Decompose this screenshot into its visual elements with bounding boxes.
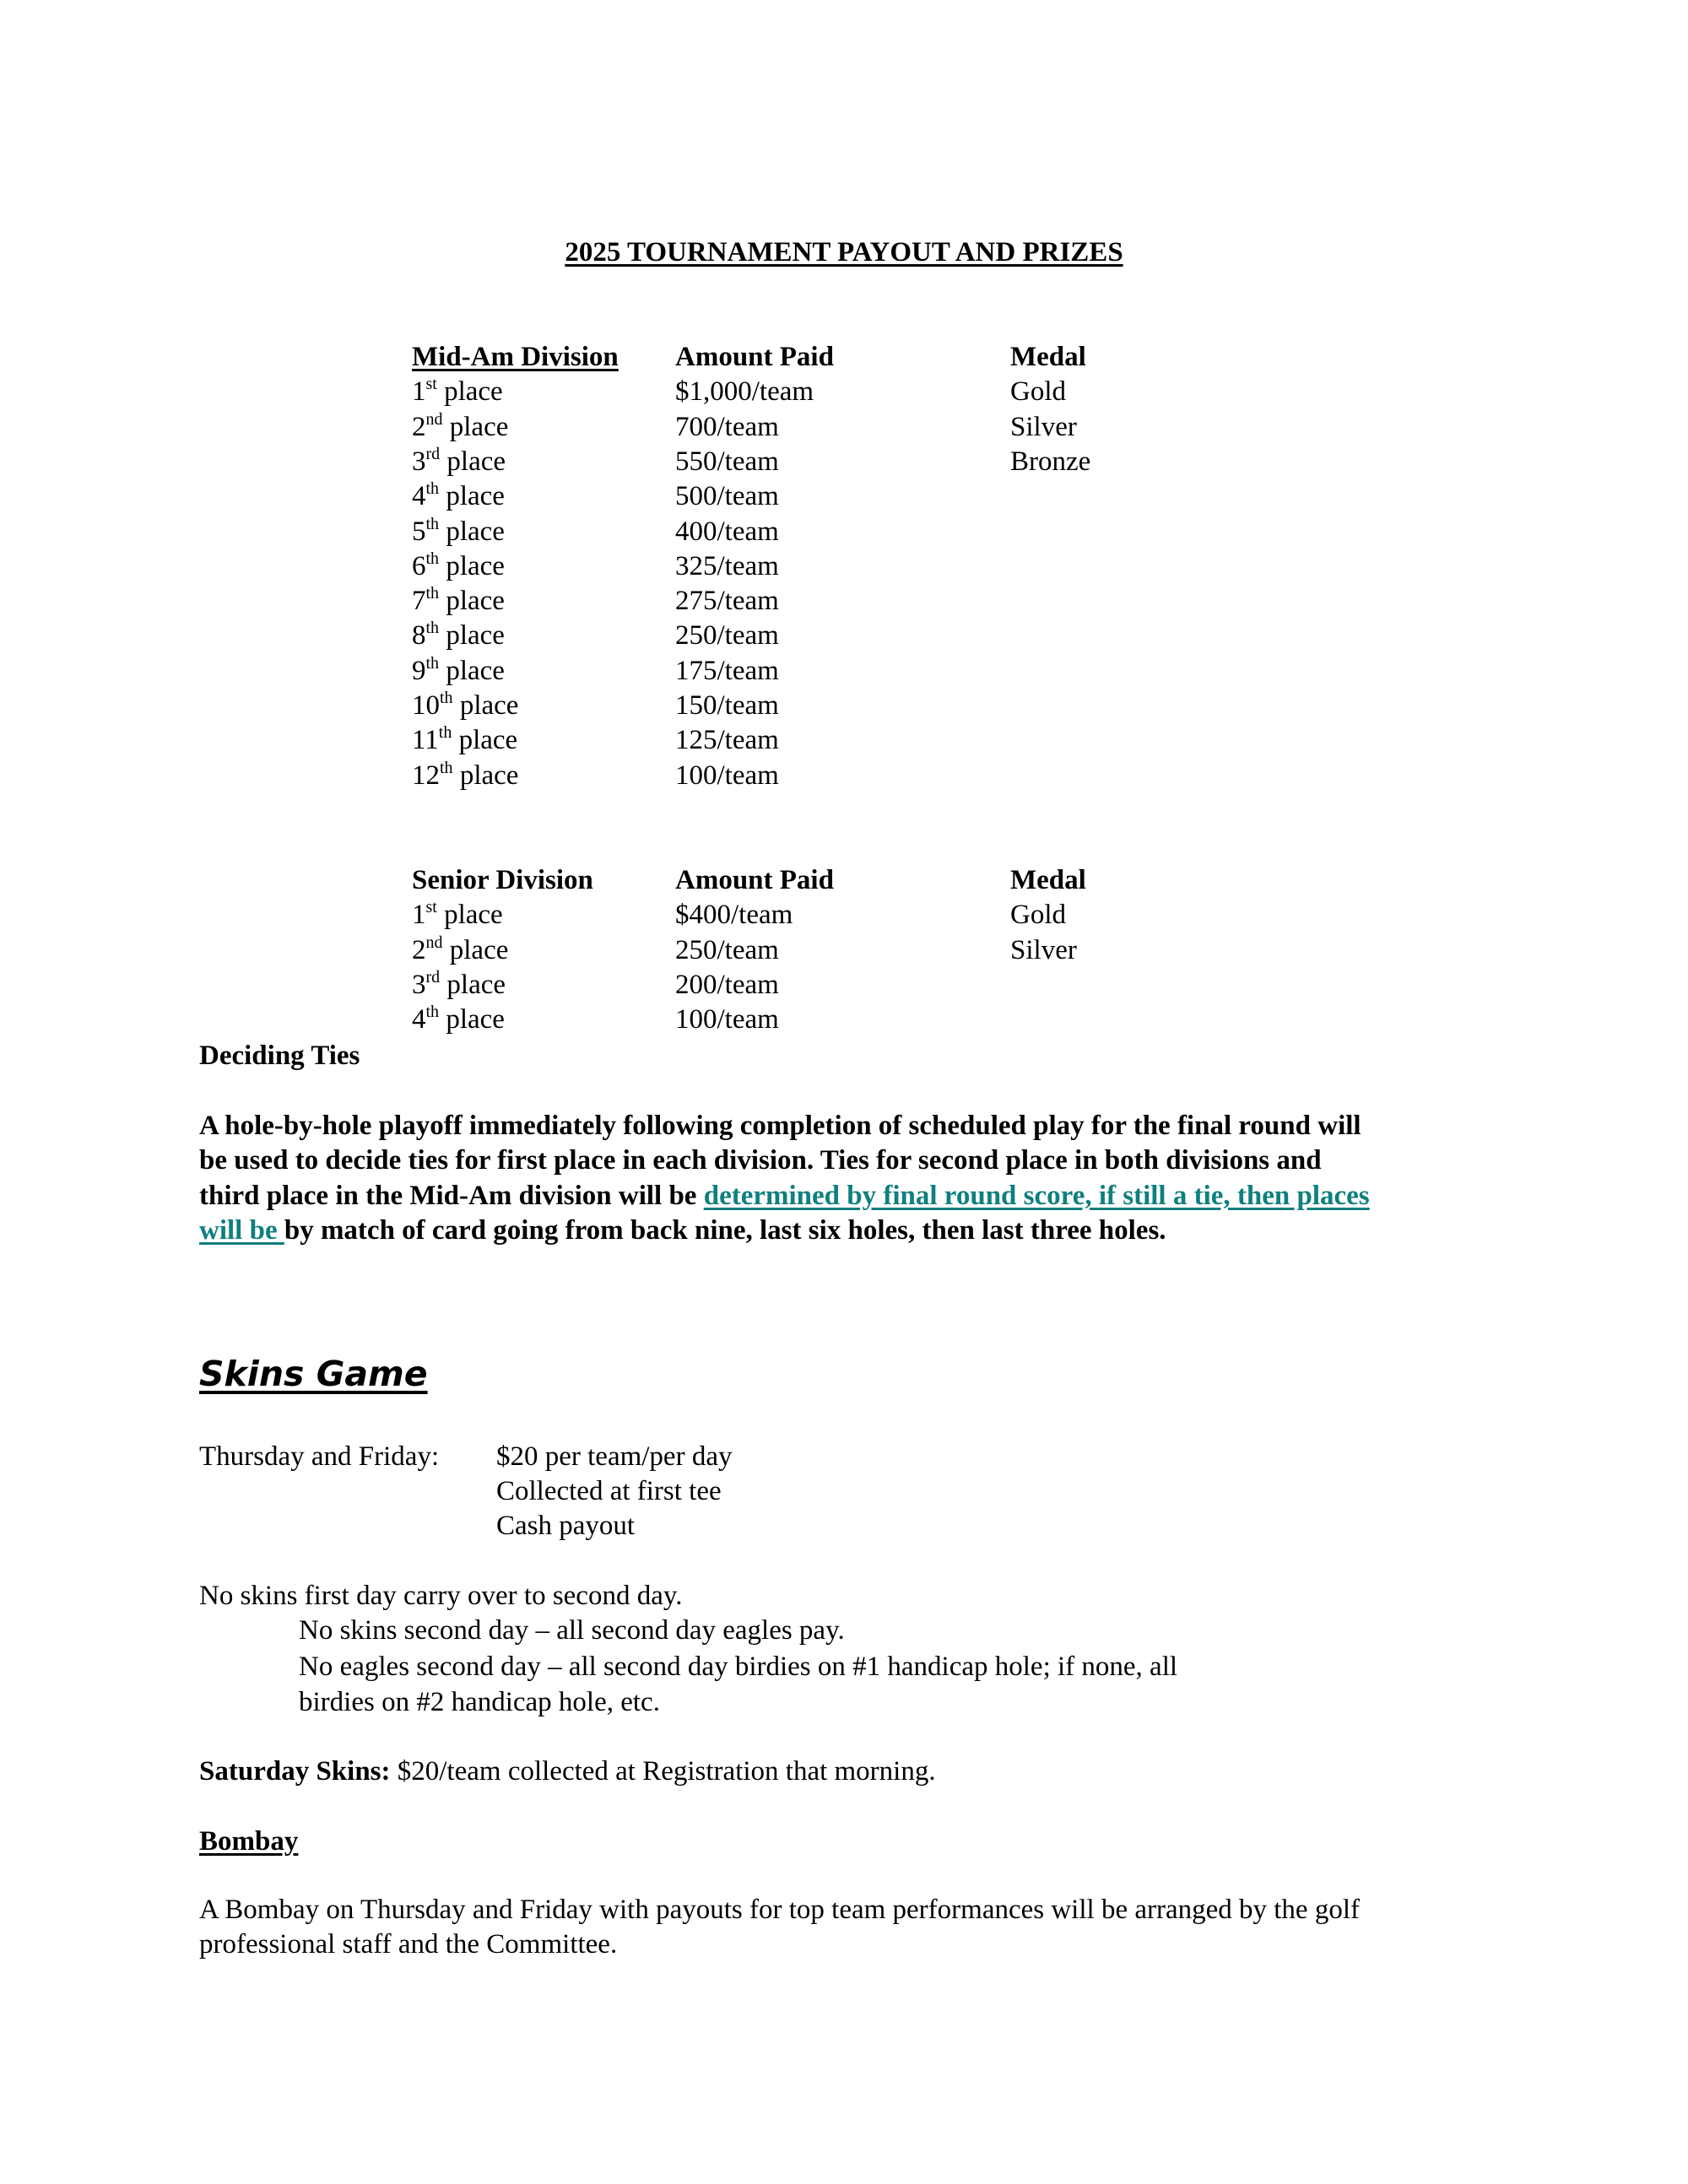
column-header: Medal [1010, 865, 1086, 895]
place-suffix: th [425, 584, 440, 603]
column-header: Amount Paid [675, 865, 834, 895]
skins-rule: No eagles second day – all second day birdies on #1 handicap hole; if none, all [299, 1652, 1178, 1682]
place-cell [412, 375, 503, 409]
column-header: Senior Division [412, 865, 593, 895]
deciding-ties-heading: Deciding Ties [199, 1041, 360, 1071]
place-suffix: nd [425, 933, 443, 952]
place-number: 1 [412, 900, 426, 931]
place-suffix: st [425, 898, 437, 917]
place-number: 3 [412, 969, 426, 1000]
amount-cell: $1,000/team [675, 376, 814, 408]
skins-days-line: Cash payout [496, 1511, 636, 1541]
saturday-skins-text: $20/team collected at Registration that morning. [390, 1756, 936, 1787]
place-number: 3 [412, 446, 426, 477]
amount-cell: 250/team [675, 620, 779, 651]
amount-cell: 175/team [675, 655, 779, 686]
medal-cell: Gold [1010, 900, 1066, 931]
place-cell [412, 445, 506, 479]
place-number: 5 [412, 516, 426, 547]
place-suffix: th [425, 514, 440, 533]
skins-days-line: Collected at first tee [496, 1476, 722, 1506]
place-cell [412, 619, 505, 653]
place-number: 4 [412, 1004, 426, 1035]
bombay-text: A Bombay on Thursday and Friday with payouts for top team performances will be arranged by the golf [199, 1895, 1360, 1925]
medal-cell: Gold [1010, 376, 1066, 408]
amount-cell: 150/team [675, 690, 779, 721]
place-word: place [439, 1004, 505, 1035]
place-cell [412, 654, 505, 689]
ties-paragraph-line [199, 1179, 1370, 1214]
medal-cell: Silver [1010, 934, 1077, 965]
place-suffix: th [425, 479, 440, 499]
place-cell [412, 723, 517, 758]
ties-paragraph-line [199, 1214, 1166, 1248]
skins-rule: birdies on #2 handicap hole, etc. [299, 1687, 660, 1717]
place-cell [412, 898, 503, 933]
amount-cell: $400/team [675, 900, 793, 931]
place-word: place [439, 586, 505, 617]
place-suffix: rd [425, 967, 441, 987]
amount-cell: 325/team [675, 550, 779, 581]
ties-text: by match of card going from back nine, last six holes, then last three holes. [284, 1215, 1166, 1246]
place-number: 12 [412, 760, 440, 791]
skins-rule: No skins first day carry over to second day. [199, 1581, 683, 1611]
place-suffix: th [425, 619, 440, 638]
ties-tracked-change-link[interactable]: will be [199, 1215, 284, 1246]
medal-cell: Bronze [1010, 446, 1091, 477]
place-word: place [440, 446, 506, 477]
place-word: place [436, 376, 503, 408]
place-cell [412, 1003, 505, 1037]
place-word: place [442, 934, 509, 965]
skins-game-heading: Skins Game [199, 1354, 428, 1394]
place-cell [412, 759, 518, 793]
place-word: place [439, 655, 505, 686]
place-number: 7 [412, 586, 426, 617]
place-word: place [452, 760, 519, 791]
place-suffix: st [425, 375, 437, 394]
amount-cell: 550/team [675, 446, 779, 477]
saturday-skins-label: Saturday Skins: [199, 1756, 391, 1787]
place-suffix: th [425, 653, 440, 673]
skins-days-line: $20 per team/per day [496, 1441, 733, 1472]
amount-cell: 700/team [675, 411, 779, 442]
place-number: 1 [412, 376, 426, 408]
place-word: place [452, 725, 518, 756]
place-cell [412, 515, 505, 549]
place-number: 4 [412, 481, 426, 512]
place-word: place [439, 481, 505, 512]
place-word: place [452, 690, 519, 721]
page-title: 2025 TOURNAMENT PAYOUT AND PRIZES [565, 237, 1123, 268]
place-number: 8 [412, 620, 426, 651]
place-number: 6 [412, 550, 426, 581]
amount-cell: 275/team [675, 586, 779, 617]
medal-cell: Silver [1010, 411, 1077, 442]
ties-paragraph-line: A hole-by-hole playoff immediately following completion of scheduled play for the final round will [199, 1111, 1361, 1141]
amount-cell: 125/team [675, 725, 779, 756]
amount-cell: 100/team [675, 760, 779, 791]
column-header: Medal [1010, 342, 1086, 372]
place-word: place [442, 411, 509, 442]
place-suffix: th [438, 723, 452, 743]
column-header: Amount Paid [675, 342, 834, 372]
place-word: place [436, 900, 503, 931]
place-cell [412, 933, 508, 968]
place-suffix: th [425, 549, 440, 568]
amount-cell: 400/team [675, 516, 779, 547]
place-word: place [440, 969, 506, 1000]
bombay-text: professional staff and the Committee. [199, 1929, 618, 1960]
place-suffix: th [440, 758, 453, 777]
column-header: Mid-Am Division [412, 342, 619, 372]
place-cell [412, 968, 506, 1003]
ties-tracked-change-link[interactable]: determined by final round score, if still a tie, then places [703, 1181, 1370, 1211]
place-suffix: th [440, 689, 453, 707]
bombay-heading: Bombay [199, 1826, 299, 1857]
place-suffix: th [425, 1003, 440, 1022]
place-number: 10 [412, 690, 440, 721]
skins-rule: No skins second day – all second day eagles pay. [299, 1615, 845, 1646]
place-word: place [439, 620, 505, 651]
saturday-skins [199, 1754, 936, 1789]
amount-cell: 500/team [675, 481, 779, 512]
place-cell [412, 479, 505, 514]
skins-days-label: Thursday and Friday: [199, 1441, 440, 1472]
place-cell [412, 689, 518, 723]
place-cell [412, 410, 508, 445]
ties-paragraph-line: be used to decide ties for first place in each division. Ties for second place in both divisions and [199, 1145, 1322, 1176]
place-number: 9 [412, 655, 426, 686]
amount-cell: 250/team [675, 934, 779, 965]
place-suffix: rd [425, 444, 441, 463]
place-word: place [439, 550, 505, 581]
amount-cell: 200/team [675, 969, 779, 1000]
amount-cell: 100/team [675, 1004, 779, 1035]
place-number: 11 [412, 725, 439, 756]
place-cell [412, 549, 505, 584]
place-word: place [439, 516, 505, 547]
ties-text: third place in the Mid-Am division will be [199, 1181, 704, 1211]
place-cell [412, 584, 505, 619]
place-suffix: nd [425, 409, 443, 429]
place-number: 2 [412, 934, 426, 965]
place-number: 2 [412, 411, 426, 442]
